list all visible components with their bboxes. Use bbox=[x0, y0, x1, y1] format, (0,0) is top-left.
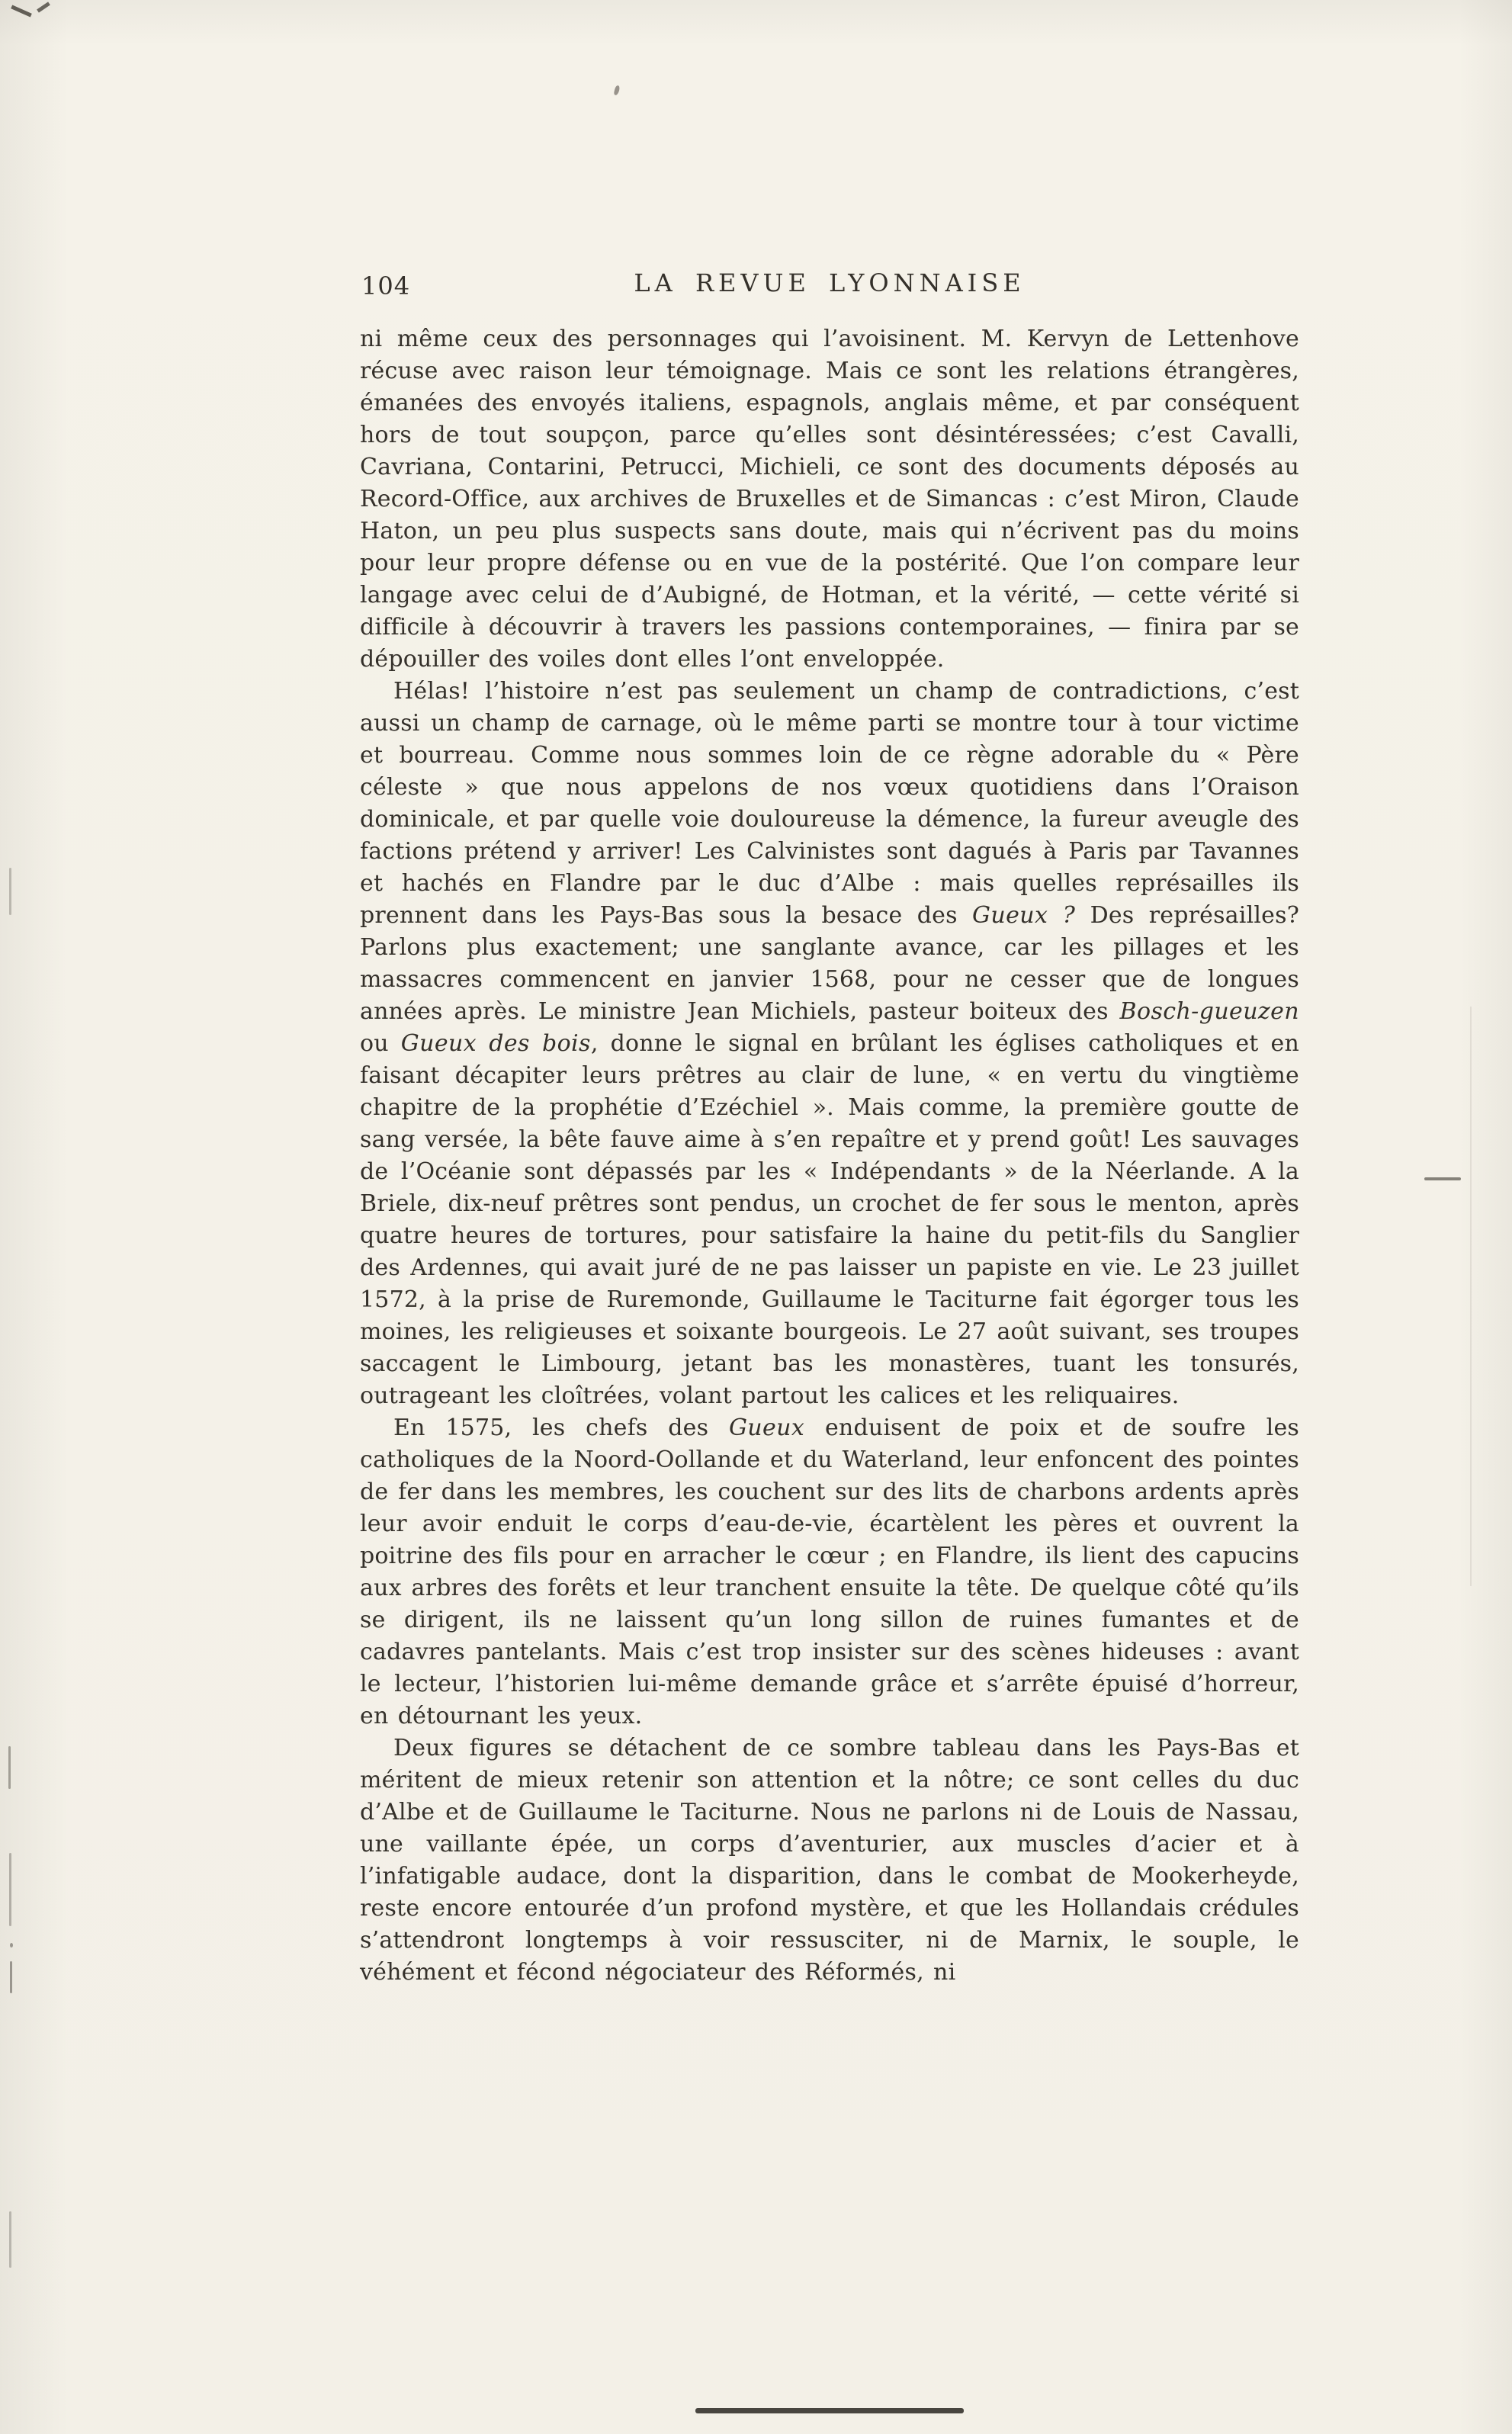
running-title: LA REVUE LYONNAISE bbox=[634, 268, 1026, 297]
scan-artifact-left-margin-mark bbox=[10, 1943, 13, 1948]
scan-artifact-left-margin-mark bbox=[8, 1746, 11, 1789]
scan-artifact-left-margin-mark bbox=[9, 868, 11, 915]
paragraph: ni même ceux des personnages qui l’avoisinent. M. Kervyn de Lettenhove récuse avec raison leur témoignage. Mais ce sont les relations étrangères, émanées des envoyés italiens, espagnols, anglais même, et par conséquent hors de tout soupçon, parce qu’elles sont désintéressées; c’est Cavalli, Cavriana, Contarini, Petrucci, Michieli, ce sont des documents déposés au Record-Office, aux archives de Bruxelles et de Simancas : c’est Miron, Claude Haton, un peu plus suspects sans doute, mais qui n’écrivent pas du moins pour leur propre défense ou en vue de la postérité. Que l’on compare leur langage avec celui de d’Aubigné, de Hotman, et la vérité, — cette vérité si difficile à découvrir à travers les passions contemporaines, — finira par se dépouiller des voiles dont elles l’ont enveloppée. bbox=[360, 326, 1299, 673]
scan-artifact-bottom-edge-line bbox=[695, 2408, 964, 2413]
scan-artifact-left-margin-mark bbox=[9, 1853, 11, 1926]
text-block bbox=[360, 323, 1299, 1989]
scan-artifact-speck bbox=[614, 85, 621, 95]
scan-artifact-left-margin-mark bbox=[10, 1961, 12, 1993]
page-content bbox=[360, 268, 1299, 1989]
paragraph: En 1575, les chefs des Gueux enduisent de poix et de soufre les catholiques de la Noord-Oollande et du Waterland, leur enfoncent des pointes de fer dans les membres, les couchent sur des lits de charbons ardents après leur avoir enduit le corps d’eau-de-vie, écartèlent les pères et ouvrent la poitrine des fils pour en arracher le cœur ; en Flandre, ils lient des capucins aux arbres des forêts et leur tranchent ensuite la tête. De quelque côté qu’ils se dirigent, ils ne laissent qu’un long sillon de ruines fumantes et de cadavres pantelants. Mais c’est trop insister sur des scènes hideuses : avant le lecteur, l’historien lui-même demande grâce et s’arrête épuisé d’horreur, en détournant les yeux. bbox=[360, 1414, 1300, 1729]
scan-artifact-right-edge-line bbox=[1470, 1007, 1472, 1586]
page-number: 104 bbox=[361, 271, 411, 300]
page-header bbox=[360, 268, 1299, 305]
scan-artifact-right-margin-dash bbox=[1424, 1177, 1461, 1180]
scan-artifact-top-left-tick bbox=[37, 2, 50, 12]
paragraph: Hélas! l’histoire n’est pas seulement un champ de contradictions, c’est aussi un champ de carnage, où le même parti se montre tour à tour victime et bourreau. Comme nous sommes loin de ce règne adorable du « Père céleste » que nous appelons de nos vœux quotidiens dans l’Oraison dominicale, et par quelle voie douloureuse la démence, la fureur aveugle des factions prétend y arriver! Les Calvinistes sont dagués à Paris par Tavannes et hachés en Flandre par le duc d’Albe : mais quelles représailles ils prennent dans les Pays-Bas sous la besace des Gueux ? Des représailles? Parlons plus exactement; une sanglante avance, car les pillages et les massacres commencent en janvier 1568, pour ne cesser que de longues années après. Le ministre Jean Michiels, pasteur boiteux des Bosch-gueuzen ou Gueux des bois, donne le signal en brûlant les églises catholiques et en faisant décapiter leurs prêtres au clair de lune, « en vertu du vingtième chapitre de la prophétie d’Ezéchiel ». Mais comme, la première goutte de sang versée, la bête fauve aime à s’en repaître et y prend goût! Les sauvages de l’Océanie sont dépassés par les « Indépendants » de la Néerlande. A la Briele, dix-neuf prêtres sont pendus, un crochet de fer sous le menton, après quatre heures de tortures, pour satisfaire la haine du petit-fils du Sanglier des Ardennes, qui avait juré de ne pas laisser un papiste en vie. Le 23 juillet 1572, à la prise de Ruremonde, Guillaume le Taciturne fait égorger tous les moines, les religieuses et soixante bourgeois. Le 27 août suivant, ses troupes saccagent le Limbourg, jetant bas les monastères, tuant les tonsurés, outrageant les cloîtrées, volant partout les calices et les reliquaires. bbox=[360, 678, 1300, 1409]
scan-artifact-top-left-tick bbox=[11, 5, 32, 18]
scan-artifact-left-margin-mark bbox=[9, 2211, 11, 2268]
paragraph: Deux figures se détachent de ce sombre tableau dans les Pays-Bas et méritent de mieux retenir son attention et la nôtre; ce sont celles du duc d’Albe et de Guillaume le Taciturne. Nous ne parlons ni de Louis de Nassau, une vaillante épée, un corps d’aventurier, aux muscles d’acier et à l’infatigable audace, dont la disparition, dans le combat de Mookerheyde, reste encore entourée d’un profond mystère, et que les Hollandais crédules s’attendront longtemps à voir ressusciter, ni de Marnix, le souple, le véhément et fécond négociateur des Réformés, ni bbox=[360, 1735, 1299, 1986]
